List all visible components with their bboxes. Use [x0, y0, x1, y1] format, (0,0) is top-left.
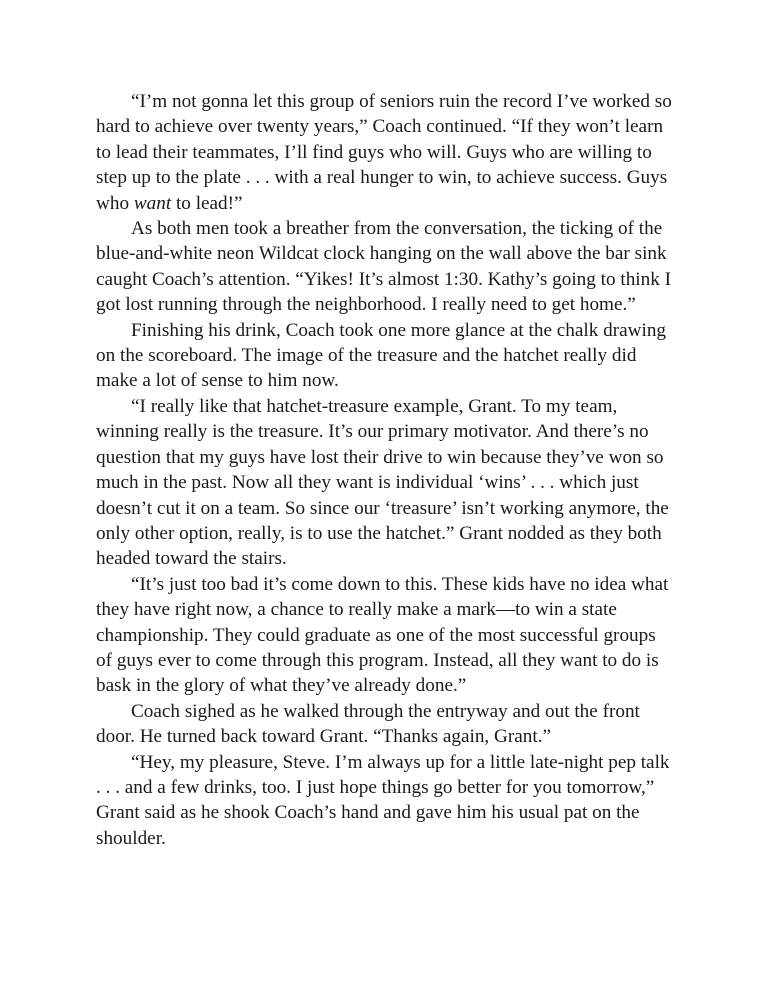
paragraph-2: As both men took a breather from the conversation, the ticking of the blue-and-white neon Wildcat clock hanging on the wall above the bar sink caught Coach’s attention. “Yikes! It’s almost 1:30. Kathy’s going to think I got lost running through the neighborhood. I really need to get home.”: [96, 218, 672, 316]
paragraph-7: “Hey, my pleasure, Steve. I’m always up for a little late-night pep talk . . . and a few drinks, too. I just hope things go better for you tomorrow,” Grant said as he shook Coach’s hand and gave him his usual pat on the shoulder.: [96, 751, 670, 849]
paragraph-3: Finishing his drink, Coach took one more glance at the chalk drawing on the scoreboard. The image of the treasure and the hatchet really did make a lot of sense to him now.: [96, 319, 667, 392]
paragraph-1-text-after: to lead!”: [171, 192, 243, 214]
paragraph-1: [96, 89, 676, 216]
paragraph-5: “It’s just too bad it’s come down to this. These kids have no idea what they have right now, a chance to really make a mark—to win a state championship. They could graduate as one of the most successful groups of guys ever to come through this program. Instead, all they want to do is bask in the glory of what they’ve already done.”: [96, 573, 669, 697]
paragraph-4: “I really like that hatchet-treasure example, Grant. To my team, winning really is the treasure. It’s our primary motivator. And there’s no question that my guys have lost their drive to win because they’ve won so much in the past. Now all they want is individual ‘wins’ . . . which just doesn’t cut it on a team. So since our ‘treasure’ isn’t working anymore, the only other option, really, is to use the hatchet.” Grant nodded as they both headed toward the stairs.: [96, 395, 669, 570]
emphasized-word: want: [133, 192, 172, 214]
paragraph-6: Coach sighed as he walked through the entryway and out the front door. He turned back toward Grant. “Thanks again, Grant.”: [96, 700, 640, 748]
body-text: [96, 89, 676, 851]
paragraph-1-text-before: “I’m not gonna let this group of seniors ruin the record I’ve worked so hard to achieve over twenty years,” Coach continued. “If they won’t learn to lead their teammates, I’ll find guys who will. Guys who are willing to step up to the plate . . . with a real hunger to win, to achieve success. Guys who: [96, 91, 672, 214]
